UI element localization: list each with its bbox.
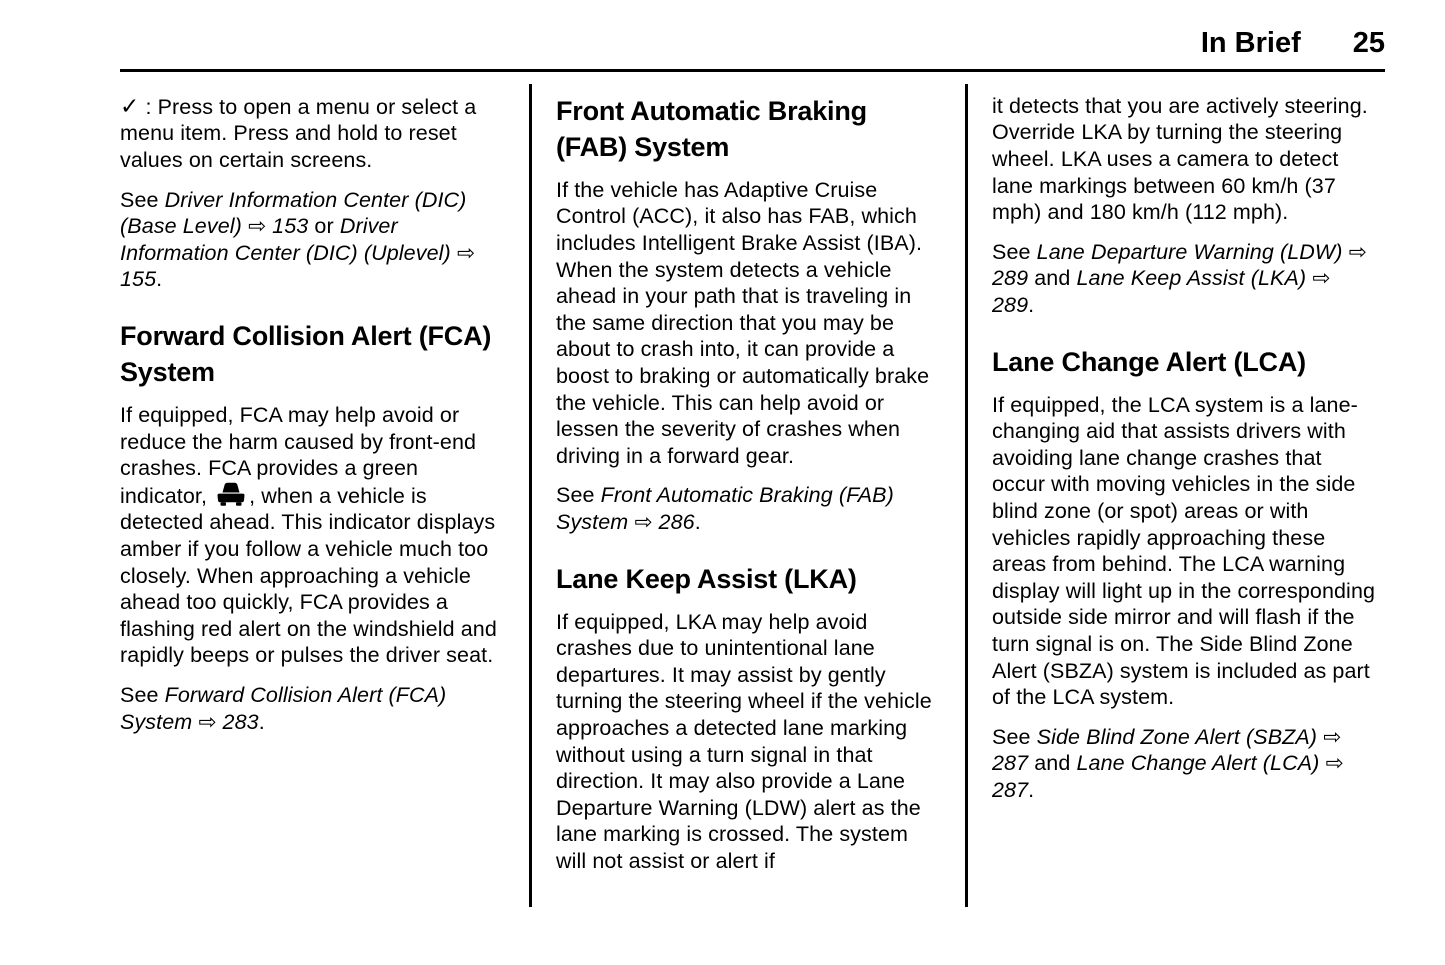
column-divider	[965, 84, 968, 907]
column-2	[556, 93, 941, 907]
reference-end: .	[258, 709, 265, 734]
page-number: 25	[1352, 27, 1385, 59]
reference-lead: See	[120, 682, 165, 707]
fca-text-after-icon: , when a vehicle is detected ahead. This indicator displays amber if you follow a vehicle much too closely. When approaching a vehicle ahead too quickly, FCA provides a flashing red alert on the windshield and rapidly beeps or pulses the driver seat.	[120, 483, 497, 668]
reference-title: Forward Collision Alert (FCA) System	[120, 682, 447, 734]
reference-arrow-icon: ⇨	[1306, 266, 1331, 291]
reference-title: Driver Information Center (DIC) (Base Level)	[120, 187, 467, 239]
check-icon: ✓	[120, 92, 140, 119]
reference-conjunction: and	[1028, 751, 1077, 776]
fab-description: If the vehicle has Adaptive Cruise Control (ACC), it also has FAB, which includes Intelligent Brake Assist (IBA). When the system detects a vehicle ahead in your path that is traveling in the same direction that you may be about to crash into, it can provide a boost to braking or automatically brake the vehicle. This can help avoid or lessen the severity of crashes when driving in a forward gear.	[556, 177, 930, 468]
ldw-lka-reference	[992, 239, 1377, 319]
column-3	[992, 93, 1377, 907]
reference-page: 283	[222, 709, 259, 734]
reference-arrow-icon: ⇨	[1342, 239, 1367, 264]
lka-description-continued: it detects that you are actively steering. Override LKA by turning the steering wheel. LKA uses a camera to detect lane markings between 60 km/h (37 mph) and 180 km/h (112 mph).	[992, 93, 1368, 225]
reference-page: 286	[658, 510, 695, 535]
reference-end: .	[694, 510, 701, 535]
reference-lead: See	[992, 724, 1037, 749]
reference-title: Front Automatic Braking (FAB) System	[556, 483, 894, 535]
reference-title: Lane Keep Assist (LKA)	[1076, 266, 1307, 291]
reference-title: Lane Departure Warning (LDW)	[1036, 239, 1343, 264]
reference-arrow-icon: ⇨	[628, 510, 659, 535]
reference-page: 287	[992, 751, 1029, 776]
menu-control-text: : Press to open a menu or select a menu item. Press and hold to reset values on certain screens.	[120, 94, 477, 173]
content-columns	[120, 93, 1385, 907]
column-1	[120, 93, 505, 907]
lka-description: If equipped, LKA may help avoid crashes due to unintentional lane departures. It may assist by gently turning the steering wheel if the vehicle approaches a detected lane marking without using a turn signal in that direction. It may also provide a Lane Departure Warning (LDW) alert as the lane marking is crossed. The system will not assist or alert if	[556, 609, 932, 873]
fca-text-before-icon: If equipped, FCA may help avoid or reduce the harm caused by front-end crashes. FCA provides a green indicator,	[120, 403, 477, 508]
reference-page: 289	[992, 266, 1029, 291]
reference-title: Lane Change Alert (LCA)	[1076, 751, 1320, 776]
reference-arrow-icon: ⇨	[1317, 724, 1342, 749]
heading-fca-system: Forward Collision Alert (FCA) System	[120, 321, 492, 388]
reference-page: 155	[120, 267, 157, 292]
reference-title: Side Blind Zone Alert (SBZA)	[1036, 724, 1318, 749]
reference-conjunction: or	[308, 214, 340, 239]
fca-reference	[120, 682, 505, 735]
menu-control-description	[120, 93, 505, 174]
reference-page: 289	[992, 293, 1029, 318]
fca-description	[120, 402, 505, 669]
reference-arrow-icon: ⇨	[1319, 751, 1344, 776]
heading-lca: Lane Change Alert (LCA)	[992, 346, 1306, 377]
reference-end: .	[1028, 293, 1035, 318]
reference-arrow-icon: ⇨	[450, 240, 475, 265]
lca-description: If equipped, the LCA system is a lane-changing aid that assists drivers with avoiding lane change crashes that occur with moving vehicles in the side blind zone (or spot) areas or with vehicles rapidly approaching these areas from behind. The LCA warning display will light up in the corresponding outside side mirror and will flash if the turn signal is on. The Side Blind Zone Alert (SBZA) system is included as part of the LCA system.	[992, 392, 1376, 710]
reference-arrow-icon: ⇨	[241, 214, 273, 239]
reference-end: .	[156, 267, 163, 292]
chapter-title: In Brief	[1200, 27, 1301, 59]
reference-page: 153	[272, 214, 309, 239]
reference-conjunction: and	[1028, 266, 1077, 291]
column-divider	[529, 84, 532, 907]
page-header	[120, 0, 1385, 72]
reference-end: .	[1028, 777, 1035, 802]
dic-reference	[120, 187, 505, 293]
reference-lead: See	[556, 483, 601, 508]
reference-lead: See	[120, 187, 165, 212]
reference-lead: See	[992, 239, 1037, 264]
sbza-lca-reference	[992, 724, 1377, 804]
heading-fab-system: Front Automatic Braking (FAB) System	[556, 95, 867, 162]
reference-page: 287	[992, 777, 1029, 802]
reference-arrow-icon: ⇨	[192, 709, 223, 734]
fab-reference	[556, 482, 941, 535]
heading-lka: Lane Keep Assist (LKA)	[556, 563, 857, 594]
vehicle-ahead-indicator-icon	[213, 484, 249, 508]
reference-title: Driver Information Center (DIC) (Uplevel)	[120, 214, 451, 265]
